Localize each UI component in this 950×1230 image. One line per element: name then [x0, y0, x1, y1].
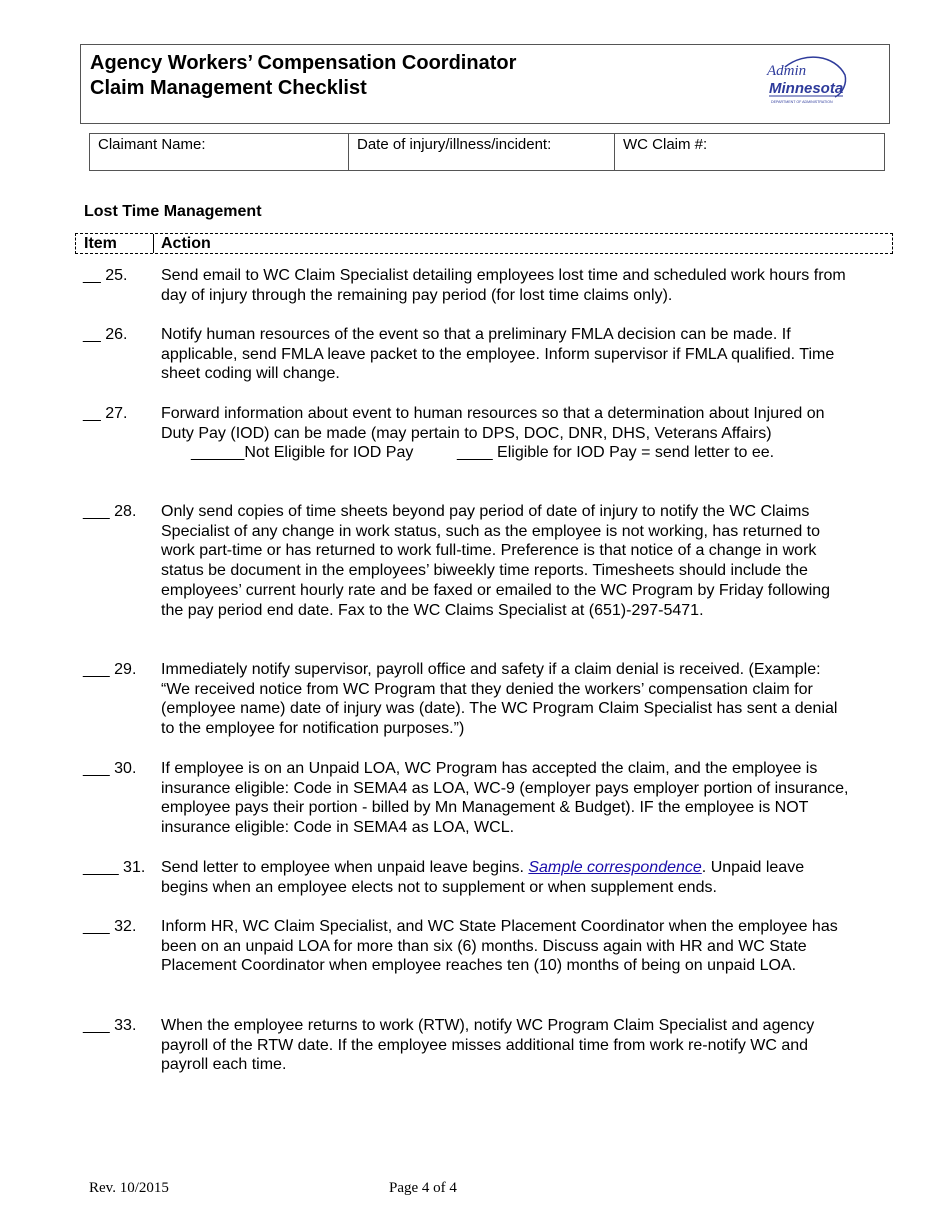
- item-number: ___ 33.: [83, 1017, 137, 1034]
- document-title-line2: Claim Management Checklist: [90, 77, 367, 99]
- item-number: ___ 29.: [83, 661, 137, 678]
- item-action: Forward information about event to human resources so that a determination about Injured on Duty Pay (IOD) can be made (may pertain to DPS, DOC, DNR, DHS, Veterans Affairs): [161, 405, 825, 442]
- page-number-footer: Page 4 of 4: [389, 1180, 457, 1196]
- column-header-action: Action: [161, 235, 211, 252]
- item-number: ____ 31.: [83, 859, 146, 876]
- iod-eligible-option[interactable]: ____ Eligible for IOD Pay = send letter to ee.: [457, 444, 775, 462]
- claimant-name-field[interactable]: Claimant Name:: [90, 134, 349, 170]
- item-number: ___ 28.: [83, 503, 137, 520]
- iod-not-eligible-option[interactable]: ______Not Eligible for IOD Pay: [191, 444, 414, 462]
- item-action: Immediately notify supervisor, payroll office and safety if a claim denial is received. (Example: “We received notice from WC Program that they denied the workers’ compensation claim for (employee name) date of injury was (date). The WC Program Claim Specialist has sent a denial to the employee for notification purposes.”): [161, 661, 838, 738]
- item-number: ___ 32.: [83, 918, 137, 935]
- item-number: __ 25.: [83, 267, 128, 284]
- sample-correspondence-link[interactable]: Sample correspondence: [528, 859, 702, 876]
- item-action: Only send copies of time sheets beyond pay period of date of injury to notify the WC Claims Specialist of any change in work status, such as the employee is not working, has returned to work part-time or has returned to work full-time. Preference is that notice of a change in work status be document in the employees’ biweekly time reports. Timesheets should include the employees’ current hourly rate and be faxed or emailed to the WC Program by Friday following the pay period end date. Fax to the WC Claims Specialist at (651)-297-5471.: [161, 503, 831, 619]
- document-header: [80, 44, 890, 124]
- iod-eligibility-options: [161, 443, 851, 463]
- item-number: ___ 30.: [83, 760, 137, 777]
- admin-minnesota-logo: [765, 53, 849, 109]
- date-of-injury-field[interactable]: Date of injury/illness/incident:: [349, 134, 615, 170]
- claim-info-box: [89, 133, 885, 171]
- item-action-block: [161, 404, 851, 463]
- document-title-line1: Agency Workers’ Compensation Coordinator: [90, 52, 517, 74]
- item-action: [161, 858, 851, 897]
- item-action-text-before: Send letter to employee when unpaid leave begins.: [161, 859, 529, 876]
- item-action: Send email to WC Claim Specialist detailing employees lost time and scheduled work hours from day of injury through the remaining pay period (for lost time claims only).: [161, 267, 846, 304]
- logo-tagline: DEPARTMENT OF ADMINISTRATION: [771, 100, 833, 104]
- item-action: Inform HR, WC Claim Specialist, and WC State Placement Coordinator when the employee has been on an unpaid LOA for more than six (6) months. Discuss again with HR and WC State Placement Coordinator when employee reaches ten (10) months of being on unpaid LOA.: [161, 918, 838, 975]
- item-action-text-after: . Unpaid leave begins when an employee elects not to supplement or when supplement ends.: [161, 859, 805, 896]
- item-action: If employee is on an Unpaid LOA, WC Program has accepted the claim, and the employee is insurance eligible: Code in SEMA4 as LOA, WC-9 (employer pays employer portion of insurance, employee pays their portion - billed by Mn Management & Budget). IF the employee is NOT insurance eligible: Code in SEMA4 as LOA, WCL.: [161, 760, 849, 837]
- checklist-table-header: [75, 233, 893, 254]
- wc-claim-number-field[interactable]: WC Claim #:: [623, 136, 708, 153]
- logo-word-minnesota: Minnesota: [769, 80, 844, 97]
- section-title: Lost Time Management: [84, 203, 262, 220]
- logo-word-admin: Admin: [767, 63, 807, 79]
- item-number: __ 26.: [83, 326, 128, 343]
- item-action: Notify human resources of the event so that a preliminary FMLA decision can be made. If applicable, send FMLA leave packet to the employee. Inform supervisor if FMLA qualified. Time sheet coding will change.: [161, 326, 835, 383]
- item-number: __ 27.: [83, 405, 128, 422]
- column-header-item: Item: [76, 234, 154, 253]
- revision-footer: Rev. 10/2015: [89, 1180, 169, 1196]
- item-action: When the employee returns to work (RTW), notify WC Program Claim Specialist and agency payroll of the RTW date. If the employee misses additional time from work re-notify WC and payroll each time.: [161, 1017, 815, 1074]
